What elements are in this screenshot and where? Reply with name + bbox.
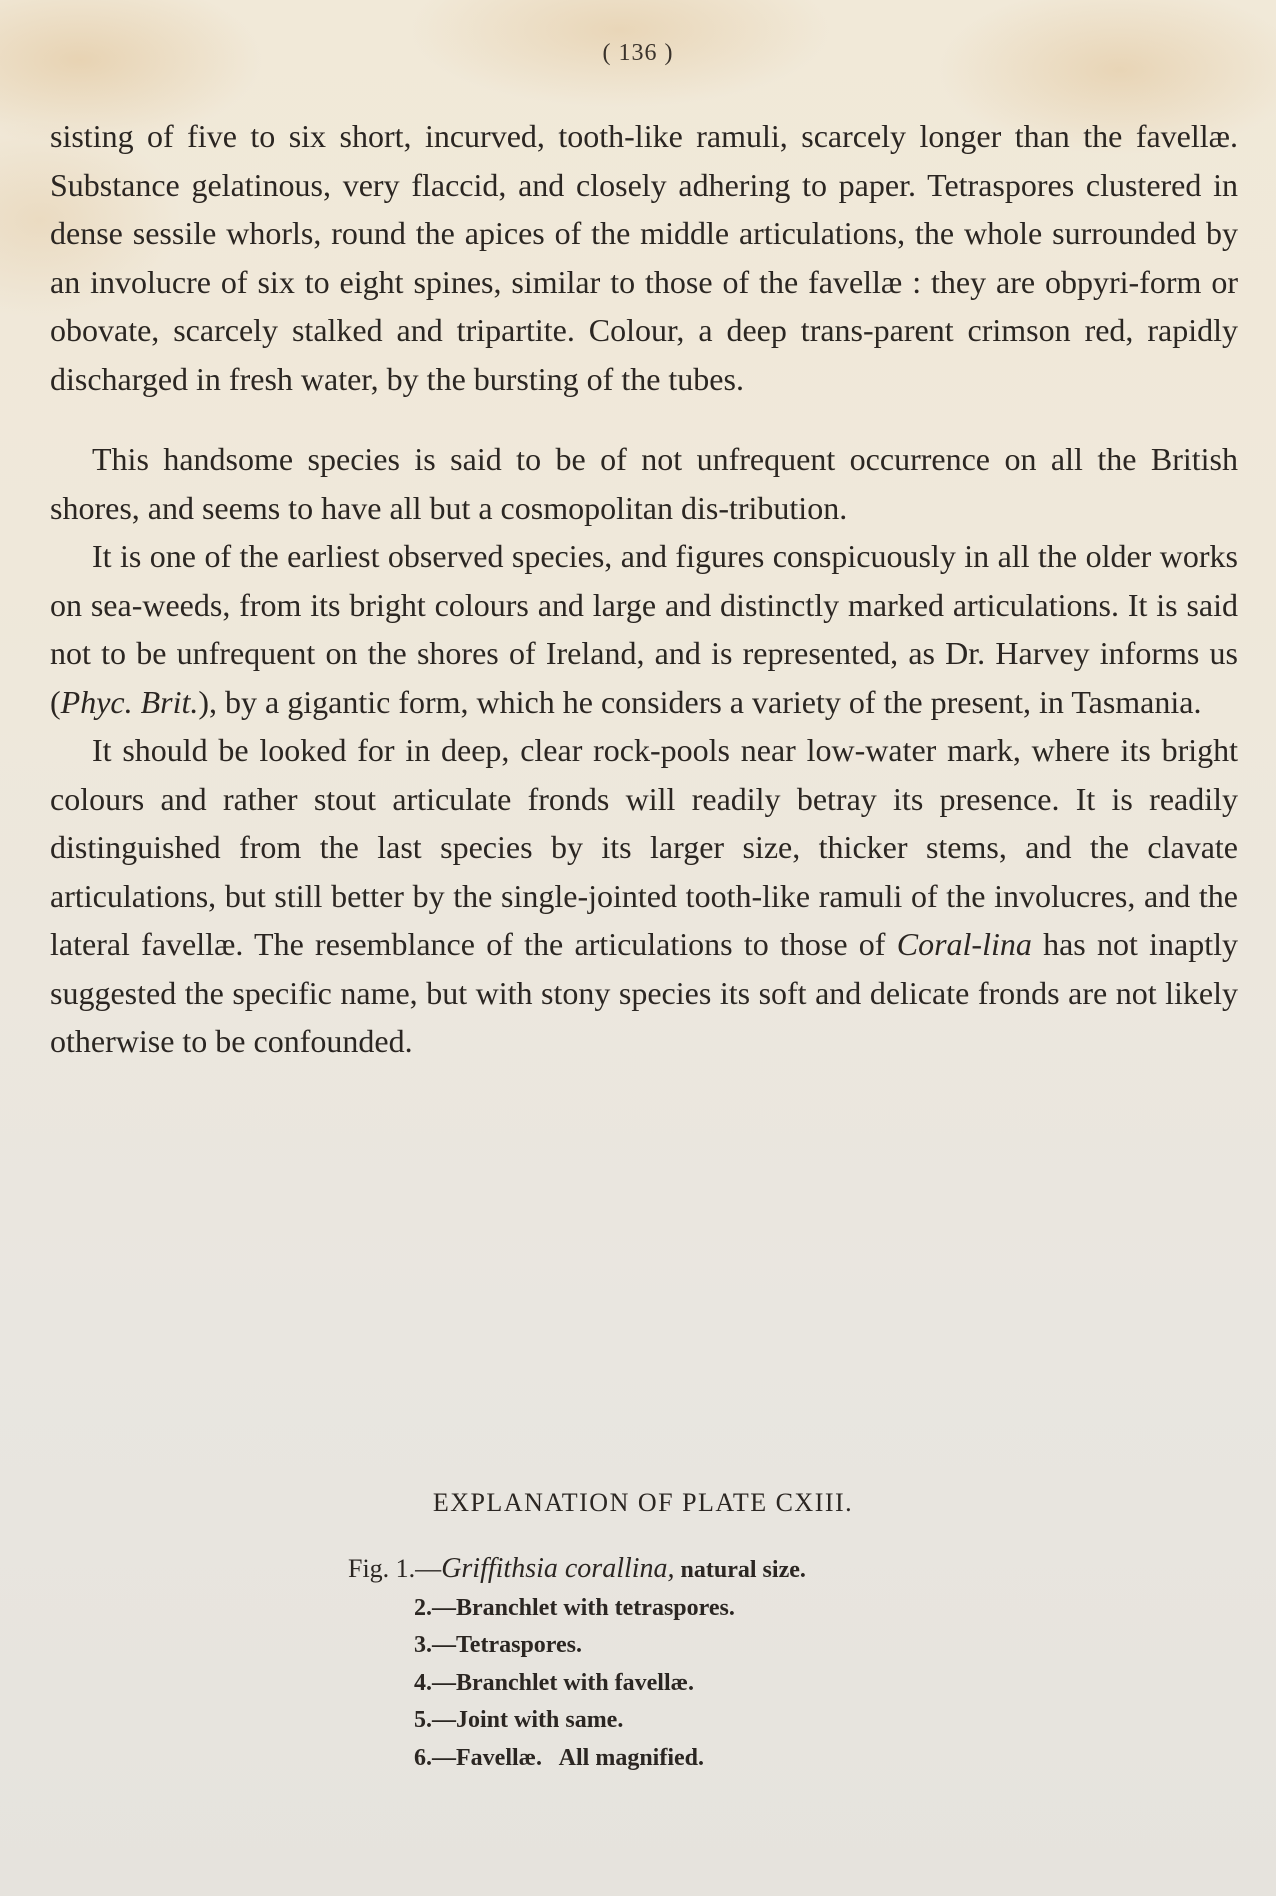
plate-explanation [0, 1488, 1276, 1771]
species-name: Griffithsia corallina, [441, 1553, 675, 1584]
figure-list [348, 1550, 806, 1777]
figure-caption: natural size. [674, 1557, 806, 1583]
plate-title: EXPLANATION OF PLATE CXIII. [432, 1488, 854, 1517]
figure-item [348, 1665, 806, 1703]
figure-item [348, 1550, 806, 1590]
figure-caption: 5.—Joint with same. [414, 1707, 624, 1733]
figure-item [348, 1627, 806, 1665]
figure-item [348, 1590, 806, 1628]
figure-item [348, 1740, 806, 1778]
paragraph-habitat [50, 726, 1238, 1066]
figure-caption: 2.—Branchlet with tetraspores. [414, 1594, 735, 1621]
citation-phyc-brit: Phyc. Brit. [60, 683, 199, 720]
paragraph-history-text-1: It is one of the earliest observed species, and figures conspicuously in all the older works on sea-weeds, from its bright colours and large and distinctly marked articulations. It is said not to be unfrequent on the shores of Ireland, and is represented, as Dr. Harvey informs us ( [50, 538, 1238, 720]
page-number: ( 136 ) [602, 40, 674, 66]
paragraph-habitat-text-1: It should be looked for in deep, clear rock-pools near low-water mark, where its bright colours and rather stout articulate fronds will readily betray its presence. It is readily distinguished from the last species by its larger size, thicker stems, and the clavate articulations, but still better by the single-jointed tooth-like ramuli of the involucres, and the lateral favellæ. The resemblance of the articulations to those of [50, 732, 1238, 962]
paragraph-distribution: This handsome species is said to be of not unfrequent occurrence on all the British shores, and seems to have all but a cosmopolitan dis-tribution. [50, 441, 1238, 526]
paragraph-habitat-text-2: has not inaptly suggested the specific name, but with stony species its soft and delicate fronds are not likely otherwise to be confounded. [50, 926, 1239, 1059]
figure-caption: 4.—Branchlet with favellæ. [414, 1669, 694, 1696]
genus-corallina: Coral-lina [896, 926, 1032, 962]
figure-item [348, 1702, 806, 1740]
body-text [50, 112, 1238, 1066]
figure-caption: 3.—Tetraspores. [414, 1632, 582, 1658]
paragraph-description: sisting of five to six short, incurved, tooth-like ramuli, scarcely longer than the favellæ. Substance gelatinous, very flaccid, and closely adhering to paper. Tetraspores clustered in dense sessile whorls, round the apices of the middle articulations, the whole surrounded by an involucre of six to eight spines, similar to those of the favellæ : they are obpyri-form or obovate, scarcely stalked and tripartite. Colour, a deep trans-parent crimson red, rapidly discharged in fresh water, by the bursting of the tubes. [50, 118, 1238, 397]
paragraph-history [50, 532, 1238, 726]
paragraph-history-text-2: ), by a gigantic form, which he considers a variety of the present, in Tasmania. [198, 683, 1202, 720]
figure-prefix: Fig. 1.— [348, 1554, 442, 1583]
figure-caption: 6.—Favellæ. All magnified. [414, 1744, 704, 1771]
